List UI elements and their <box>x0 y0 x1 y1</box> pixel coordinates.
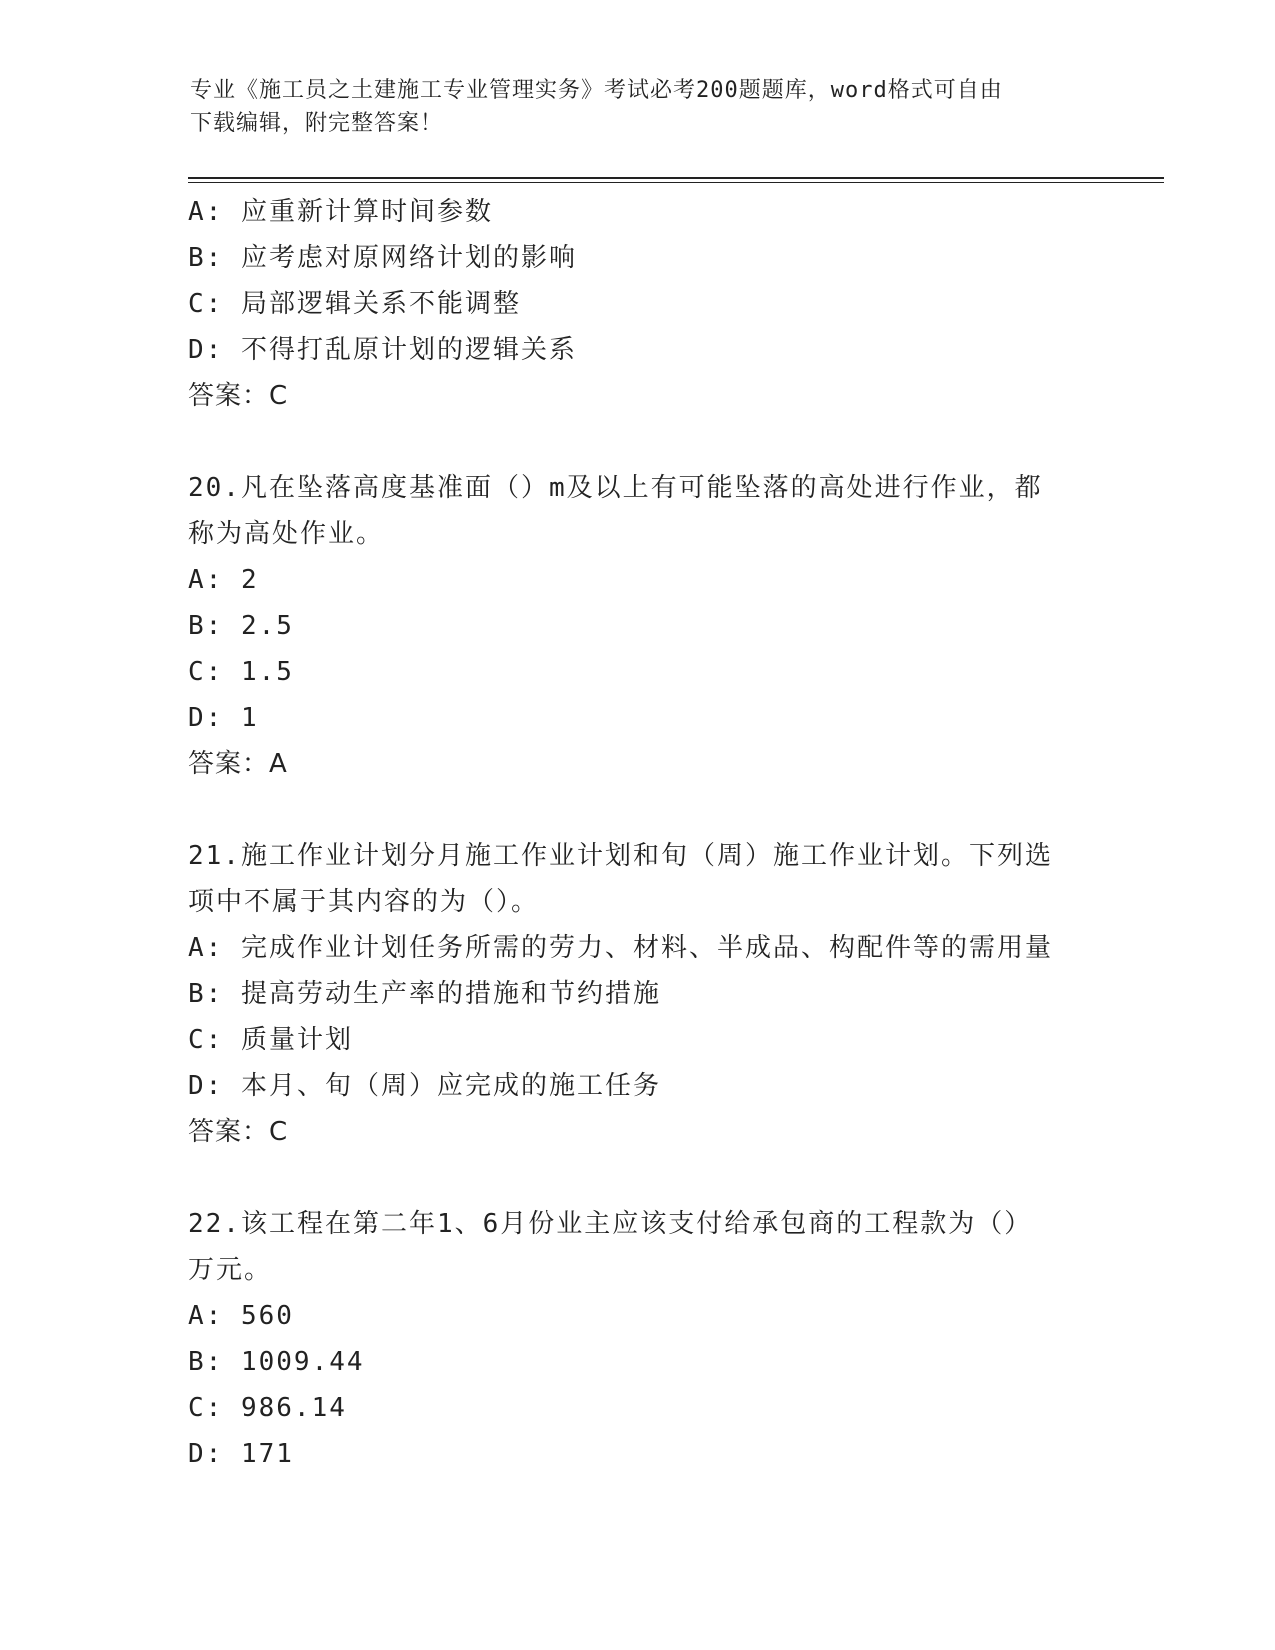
spacer <box>188 419 1088 465</box>
q21-option-c: C: 质量计划 <box>188 1025 353 1055</box>
q20-option-d: D: 1 <box>188 703 259 733</box>
q22-option-b: B: 1009.44 <box>188 1347 365 1377</box>
question-19-block <box>188 189 1088 419</box>
q20-option-a: A: 2 <box>188 565 259 595</box>
q20-answer: 答案：A <box>188 749 288 779</box>
q22-option-c: C: 986.14 <box>188 1393 347 1423</box>
q20-option-c: C: 1.5 <box>188 657 294 687</box>
q21-answer: 答案：C <box>188 1117 289 1147</box>
q20-stem-line-1: 20.凡在坠落高度基准面（）m及以上有可能坠落的高处进行作业，都 <box>188 473 1043 503</box>
q20-stem-line-2: 称为高处作业。 <box>188 519 385 549</box>
question-22-block <box>188 1201 1088 1477</box>
spacer <box>188 787 1088 833</box>
q22-stem-line-1: 22.该工程在第二年1、6月份业主应该支付给承包商的工程款为（） <box>188 1209 1033 1239</box>
q22-option-d: D: 171 <box>188 1439 294 1469</box>
q20-option-b: B: 2.5 <box>188 611 294 641</box>
header-line-2: 下载编辑，附完整答案！ <box>190 111 444 136</box>
header-line-1: 专业《施工员之土建施工专业管理实务》考试必考200题题库，word格式可自由 <box>190 78 1003 103</box>
header-divider-thin <box>188 182 1164 183</box>
q21-stem-line-2: 项中不属于其内容的为（）。 <box>188 887 540 917</box>
q21-option-b: B: 提高劳动生产率的措施和节约措施 <box>188 979 661 1009</box>
question-content <box>188 189 1088 1477</box>
q19-option-d: D: 不得打乱原计划的逻辑关系 <box>188 335 577 365</box>
q21-option-a: A: 完成作业计划任务所需的劳力、材料、半成品、构配件等的需用量 <box>188 933 1053 963</box>
q19-option-c: C: 局部逻辑关系不能调整 <box>188 289 521 319</box>
document-header <box>190 74 1090 140</box>
spacer <box>188 1155 1088 1201</box>
q22-stem-line-2: 万元。 <box>188 1255 273 1285</box>
q19-option-b: B: 应考虑对原网络计划的影响 <box>188 243 577 273</box>
q21-option-d: D: 本月、旬（周）应完成的施工任务 <box>188 1071 661 1101</box>
q21-stem-line-1: 21.施工作业计划分月施工作业计划和旬（周）施工作业计划。下列选 <box>188 841 1053 871</box>
question-20-block <box>188 465 1088 787</box>
question-21-block <box>188 833 1088 1155</box>
q19-answer: 答案：C <box>188 381 289 411</box>
q22-option-a: A: 560 <box>188 1301 294 1331</box>
q19-option-a: A: 应重新计算时间参数 <box>188 197 493 227</box>
header-divider-thick <box>188 177 1164 179</box>
